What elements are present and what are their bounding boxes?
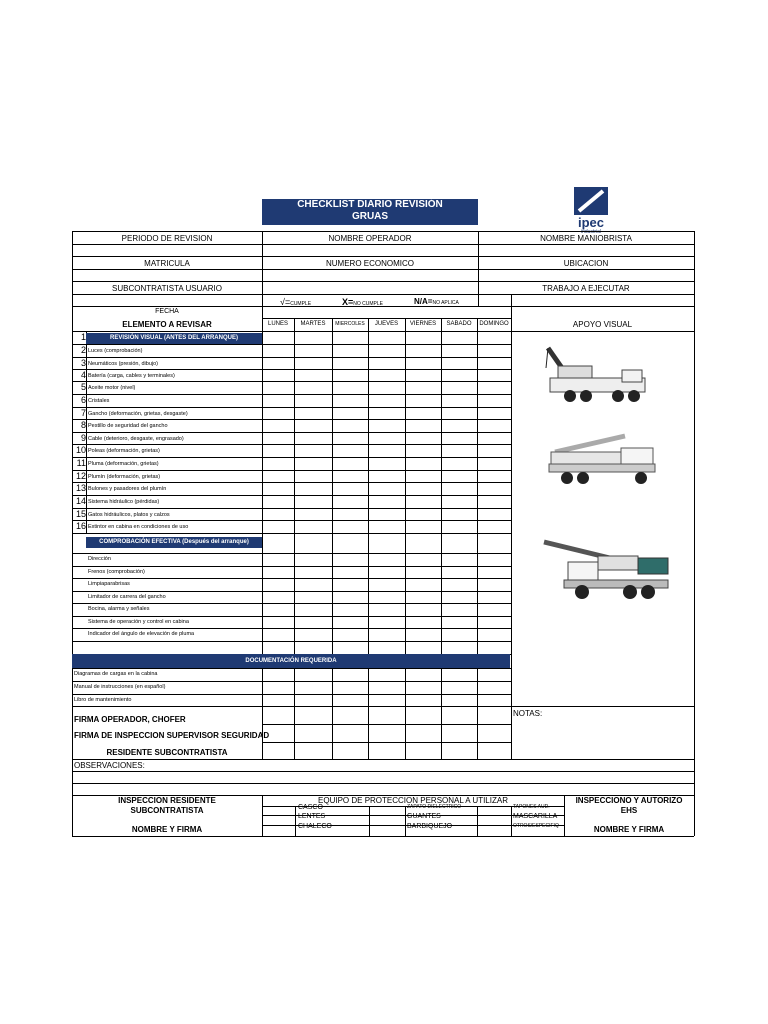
label-operador: NOMBRE OPERADOR <box>328 234 412 243</box>
checklist-item: Aceite motor (nivel) <box>88 385 136 391</box>
label-fecha: FECHA <box>155 308 179 315</box>
legend-na: N/A=NO APLICA <box>414 297 459 306</box>
item-number: 6 <box>80 395 86 405</box>
grid-hline <box>72 495 511 496</box>
epp-item: GUANTES <box>407 813 441 820</box>
item-number: 2 <box>80 345 86 355</box>
label-firma-supervisor: FIRMA DE INSPECCION SUPERVISOR SEGURIDAD <box>74 731 270 740</box>
checklist-item: Neumáticos (presión, dibujo) <box>88 361 159 367</box>
checklist-item: Pluma (deformación, grietas) <box>88 461 159 467</box>
grid-vline <box>295 806 296 836</box>
grid-hline <box>72 578 511 579</box>
grid-hline <box>72 394 511 395</box>
item-number: 4 <box>80 370 86 380</box>
checklist-item: Limpiaparabrisas <box>88 581 130 587</box>
grid-vline <box>262 318 263 654</box>
grid-hline <box>72 566 511 567</box>
grid-vline <box>511 318 512 654</box>
checklist-item: Batería (carga, cables y terminales) <box>88 373 175 379</box>
checklist-item: Poleas (deformación, grietas) <box>88 448 160 454</box>
checklist-item: Pestillo de seguridad del gancho <box>88 423 168 429</box>
grid-hline <box>72 603 511 604</box>
item-number: 5 <box>80 382 86 392</box>
grid-hline <box>72 281 694 282</box>
grid-vline <box>405 806 406 836</box>
grid-hline <box>72 668 511 669</box>
crane-image-1 <box>540 338 650 410</box>
grid-vline <box>294 668 295 759</box>
document-item: Diagramas de cargas en la cabina <box>74 671 158 677</box>
item-number: 9 <box>80 433 86 443</box>
crane-image-3 <box>538 530 673 602</box>
grid-hline <box>72 694 511 695</box>
grid-hline <box>72 591 511 592</box>
title-line-1: CHECKLIST DIARIO REVISIÓN <box>297 199 443 210</box>
item-number: 16 <box>75 521 86 531</box>
label-residente: RESIDENTE SUBCONTRATISTA <box>106 748 228 757</box>
label-maniobrista: NOMBRE MANIOBRISTA <box>540 234 632 243</box>
checklist-item: Gancho (deformación, grietas, desgaste) <box>88 411 188 417</box>
label-matricula: MATRICULA <box>144 259 190 268</box>
section-revision-visual: REVISIÓN VISUAL (ANTES DEL ARRANQUE) <box>86 333 262 344</box>
item-number: 1 <box>80 332 86 342</box>
logo-subtext: industrial <box>580 229 602 233</box>
grid-vline <box>441 318 442 654</box>
label-subcontratista: SUBCONTRATISTA USUARIO <box>112 284 222 293</box>
grid-hline <box>72 419 511 420</box>
footer-epp-title: EQUIPO DE PROTECCION PERSONAL A UTILIZAR <box>318 796 508 805</box>
section-documentacion: DOCUMENTACIÓN REQUERIDA <box>72 654 510 668</box>
item-number: 7 <box>80 408 86 418</box>
day-header-domingo: DOMINGO <box>479 321 509 327</box>
label-numero: NUMERO ECONOMICO <box>326 259 414 268</box>
checklist-item: Dirección <box>88 556 111 562</box>
label-elemento: ELEMENTO A REVISAR <box>122 320 212 329</box>
item-number: 8 <box>80 420 86 430</box>
checklist-item: Gatos hidráulicos, platos y calzos <box>88 512 170 518</box>
grid-hline <box>262 742 511 743</box>
checklist-item: Cristales <box>88 398 110 404</box>
checklist-item: Extintor en cabina en condiciones de uso <box>88 524 189 530</box>
checklist-item: Cable (deterioro, desgaste, engrasado) <box>88 436 184 442</box>
legend-no-cumple: X=NO CUMPLE <box>342 297 383 307</box>
day-header-martes: MARTES <box>300 321 326 327</box>
grid-vline <box>332 668 333 759</box>
checklist-item: Limitador de carrera del gancho <box>88 594 166 600</box>
grid-hline <box>72 381 511 382</box>
grid-hline <box>72 520 511 521</box>
grid-vline <box>477 668 478 759</box>
label-notas: NOTAS: <box>513 709 543 718</box>
label-apoyo-visual: APOYO VISUAL <box>572 320 633 329</box>
grid-hline <box>262 318 511 319</box>
grid-hline <box>72 616 511 617</box>
footer-inspeccion-residente: INSPECCION RESIDENTE <box>118 796 216 805</box>
legend-cumple: √=CUMPLE <box>280 297 312 307</box>
grid-hline <box>72 331 511 332</box>
footer-inspecciono: INSPECCIONO Y AUTORIZO <box>575 796 683 805</box>
grid-hline <box>72 457 511 458</box>
grid-vline <box>477 806 478 836</box>
grid-vline <box>694 231 695 836</box>
label-periodo: PERIODO DE REVISION <box>121 234 213 243</box>
document-title <box>262 199 478 225</box>
grid-vline <box>368 318 369 654</box>
grid-vline <box>294 318 295 654</box>
checklist-item: Bulones y pasadores del plumín <box>88 486 167 492</box>
grid-hline <box>72 407 511 408</box>
item-number: 15 <box>75 509 86 519</box>
footer-nombre-firma-right: NOMBRE Y FIRMA <box>593 825 665 834</box>
grid-vline <box>511 668 512 759</box>
epp-item: CHALECO <box>298 823 332 830</box>
ipec-logo <box>571 187 611 233</box>
day-header-lunes: LUNES <box>267 321 288 327</box>
grid-vline <box>511 806 512 836</box>
grid-vline <box>332 318 333 654</box>
checklist-item: Sistema hidráulico (pérdidas) <box>88 499 160 505</box>
grid-hline <box>72 759 694 760</box>
logo-text: ipec <box>577 215 605 230</box>
checklist-item: Plumín (deformación, grietas) <box>88 474 161 480</box>
grid-hline <box>72 306 694 307</box>
grid-vline <box>441 668 442 759</box>
grid-hline <box>72 231 694 232</box>
grid-vline <box>86 331 87 533</box>
epp-item: ZAPATO DIELECTRICO <box>407 804 462 810</box>
grid-hline <box>72 706 694 707</box>
grid-hline <box>72 269 694 270</box>
grid-hline <box>72 553 511 554</box>
crane-image-2 <box>545 430 660 490</box>
epp-item: LENTES <box>298 813 326 820</box>
day-header-miercoles: MIERCOLES <box>335 321 365 327</box>
epp-item: TAPONES AUD. <box>513 804 550 810</box>
grid-vline <box>368 668 369 759</box>
item-number: 10 <box>75 445 86 455</box>
grid-hline <box>72 771 694 772</box>
document-item: Manual de instrucciones (en español) <box>74 684 166 690</box>
grid-vline <box>477 318 478 654</box>
epp-item: BARBIQUEJO <box>407 823 453 830</box>
title-line-2: GRUAS <box>351 211 389 222</box>
document-item: Libro de mantenimiento <box>74 697 132 703</box>
grid-hline <box>72 836 694 837</box>
grid-hline <box>72 783 694 784</box>
item-number: 12 <box>75 471 86 481</box>
grid-vline <box>369 806 370 836</box>
grid-hline <box>72 533 511 534</box>
checklist-item: Indicador del ángulo de elevación de pluma <box>88 631 195 637</box>
footer-ehs: EHS <box>620 806 638 815</box>
section-comprobacion: COMPROBACIÓN EFECTIVA (Después del arranque) <box>86 537 262 548</box>
checklist-item: Sistema de operación y control en cabina <box>88 619 189 625</box>
checklist-item: Luces (comprobación) <box>88 348 143 354</box>
grid-hline <box>72 482 511 483</box>
grid-hline <box>72 432 511 433</box>
footer-nombre-firma-left: NOMBRE Y FIRMA <box>131 825 203 834</box>
label-observaciones: OBSERVACIONES: <box>74 761 145 770</box>
grid-hline <box>262 724 511 725</box>
epp-item: OTROS/ESPECIFIQ <box>513 823 559 829</box>
grid-hline <box>72 641 511 642</box>
day-header-jueves: JUEVES <box>374 321 399 327</box>
grid-hline <box>72 294 694 295</box>
grid-hline <box>72 256 694 257</box>
grid-hline <box>72 444 511 445</box>
item-number: 14 <box>75 496 86 506</box>
grid-hline <box>72 344 511 345</box>
label-ubicacion: UBICACION <box>563 259 609 268</box>
label-trabajo: TRABAJO A EJECUTAR <box>542 284 630 293</box>
grid-hline <box>72 628 511 629</box>
epp-item: CASCO <box>298 804 323 811</box>
grid-hline <box>72 681 511 682</box>
grid-hline <box>72 357 511 358</box>
item-number: 11 <box>76 458 86 468</box>
grid-hline <box>72 470 511 471</box>
checklist-item: Frenos (comprobación) <box>88 569 145 575</box>
day-header-sabado: SABADO <box>446 321 472 327</box>
grid-vline <box>262 668 263 759</box>
day-header-viernes: VIERNES <box>409 321 437 327</box>
grid-hline <box>72 244 694 245</box>
grid-hline <box>72 369 511 370</box>
item-number: 3 <box>80 358 86 368</box>
label-firma-operador: FIRMA OPERADOR, CHOFER <box>74 715 186 724</box>
epp-item: MASCARILLA <box>513 813 558 820</box>
grid-vline <box>405 318 406 654</box>
grid-hline <box>72 508 511 509</box>
grid-vline <box>405 668 406 759</box>
item-number: 13 <box>75 483 86 493</box>
footer-subcontratista: SUBCONTRATISTA <box>130 806 204 815</box>
checklist-item: Bocina, alarma y señales <box>88 606 150 612</box>
